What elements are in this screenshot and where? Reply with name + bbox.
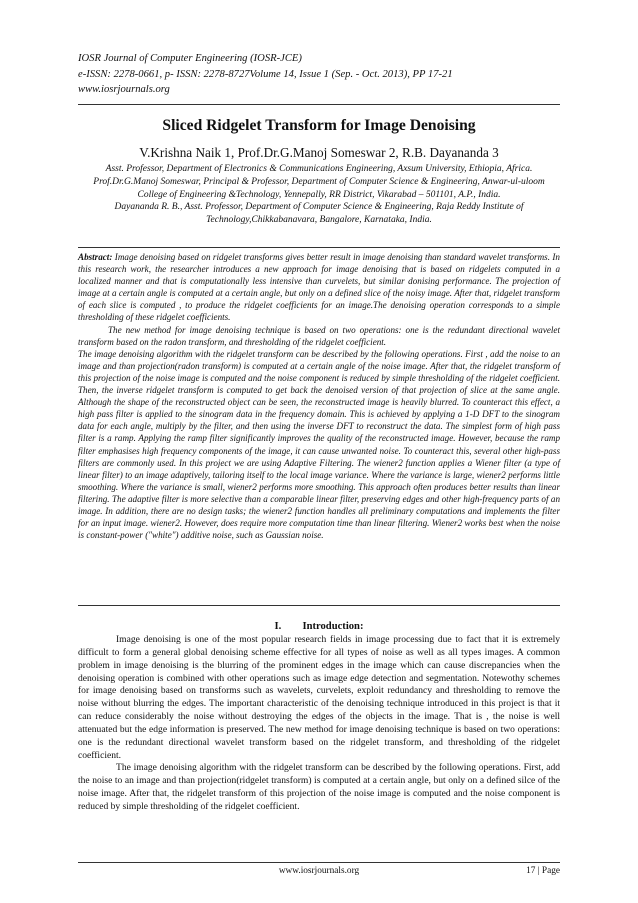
abstract-text-1: Image denoising based on ridgelet transforms gives better result in image denoising than standard wavelet transforms. In this research work, the researcher introduces a new approach for image denoising that is based on ridgelets computed in a localized manner and that is computationally less intensive than curvelets, but similar donising performance. The projection of image at a certain angle is computed at a certain angle, but only on a defined slice of the noisy image. After that, ridgelet transform of each slice is computed , to produce the ridgelet coefficients for an image.The denoising operation corresponds to a simple thresholding of these ridgelet coefficients. [78, 252, 560, 323]
journal-website: www.iosrjournals.org [78, 84, 170, 95]
footer-divider [78, 862, 560, 863]
abstract [78, 251, 560, 541]
abstract-paragraph-2: The new method for image denoising technique is based on two operations: one is the redundant directional wavelet transform based on the radon transform, and thresholding of the ridgelet coefficient. [78, 324, 560, 347]
affiliation-2: Prof.Dr.G.Manoj Someswar, Principal & Professor, Department of Computer Science & Engineering, Anwar-ul-uloom College of Engineering &Technology, Yennepally, RR District, Vikarabad – 501101, A.P., India. [93, 176, 545, 200]
introduction-paragraph-2: The image denoising algorithm with the ridgelet transform can be described by the following operations. First, add the noise to an image and than projection(ridgelet transform) is computed at a certain angle, but only on a defined silce of the noise image. After that, the ridgelet transform of this projection of the noise image is computed and the noise component is reduced by simple thresholding of the ridgelet coefficient. [78, 762, 560, 812]
header-divider [78, 104, 560, 105]
journal-name: IOSR Journal of Computer Engineering (IOSR-JCE) [78, 53, 302, 64]
abstract-paragraph-1 [78, 251, 560, 324]
affiliations [78, 163, 560, 227]
footer-website: www.iosrjournals.org [278, 866, 360, 876]
journal-issn: e-ISSN: 2278-0661, p- ISSN: 2278-8727Volume 14, Issue 1 (Sep. - Oct. 2013), PP 17-21 [78, 68, 453, 80]
affiliation-3: Dayananda R. B., Asst. Professor, Department of Computer Science & Engineering, Raja Reddy Institute of Technology,Chikkabanavara, Bangalore, Karnataka, India. [114, 202, 524, 226]
abstract-top-divider [78, 247, 560, 248]
abstract-label: Abstract: [78, 252, 113, 262]
introduction-paragraph-1: Image denoising is one of the most popular research fields in image processing due to fact that it is extremely difficult to form a general global denoising scheme effective for all types of noise as well as all types images. A common problem in image denoising is the blurring of the prominent edges in the image which can cause discrepancies when the denoising operation is combined with other operations such as image edge detection and segmentation. Notewothy schemes for image denoising based on transforms such as wavelets, curvelets, exploit redundancy and thresholding to remove the noise without blurring the edges. The important characteristic of the denoising technique introduced in this project is that it can reduce considerably the noise without destroying the edges of the objects in the image. That is , the noise is well attenuated but the edge information is preserved. The new method for image denoising technique is based on two operations: one is the redundant directional wavelet transform based on the ridgelet transform, and thresholding of the ridgelet coefficient. [78, 634, 560, 761]
section-heading-introduction: I. Introduction: [274, 621, 364, 632]
journal-header [78, 51, 578, 98]
abstract-paragraph-3: The image denoising algorithm with the ridgelet transform can be described by the following operations. First , add the noise to an image and than projection(radon transform) is computed at a certain angle of the noise image. After that, the ridgelet transform of this projection of the noise image is computed and the noise component is reduced by simple thresholding of the ridgelet coefficient. Then, the inverse ridgelet transform is computed to get back the denoised version of that projection of slice at the same angle. Although the shape of the reconstructed object can be seen, the reconstructed image is heavily blurred. To counteract this effect, a high pass filter is applied to the sinogram data in the frequency domain. This is achieved by applying a 1-D DFT to the sinogram data for each angle, multiply by the filter, and then using the inverse DFT to reconstruct the data. The simplest form of high pass filter is a ramp. Applying the ramp filter significantly improves the quality of the reconstructed image. However, because the ramp filter emphasises high frequency components of the image, it can cause unwanted noise. To counteract this, several other high-pass filters are commonly used. In this project we are using Adaptive Filtering. The wiener2 function applies a Wiener filter (a type of linear filter) to an image adaptively, tailoring itself to the local image variance. Where the variance is large, wiener2 performs little smoothing. Where the variance is small, wiener2 performs more smoothing. This approach often produces better results than linear filtering. The adaptive filter is more selective than a comparable linear filter, preserving edges and other high-frequency parts of an image. In addition, there are no design tasks; the wiener2 function handles all preliminary computations and implements the filter for an input image. wiener2. However, does require more computation time than linear filtering. Wiener2 works best when the noise is constant-power ("white") additive noise, such as Gaussian noise. [78, 348, 560, 541]
page-number: 17 | Page [526, 866, 560, 876]
author-list: V.Krishna Naik 1, Prof.Dr.G.Manoj Someswar 2, R.B. Dayananda 3 [139, 145, 499, 160]
page-footer [78, 866, 560, 880]
introduction-body [78, 634, 560, 814]
paper-title: Sliced Ridgelet Transform for Image Denoising [162, 117, 476, 134]
abstract-bottom-divider [78, 605, 560, 606]
affiliation-1: Asst. Professor, Department of Electronics & Communications Engineering, Axsum University, Ethiopia, Africa. [105, 164, 533, 174]
